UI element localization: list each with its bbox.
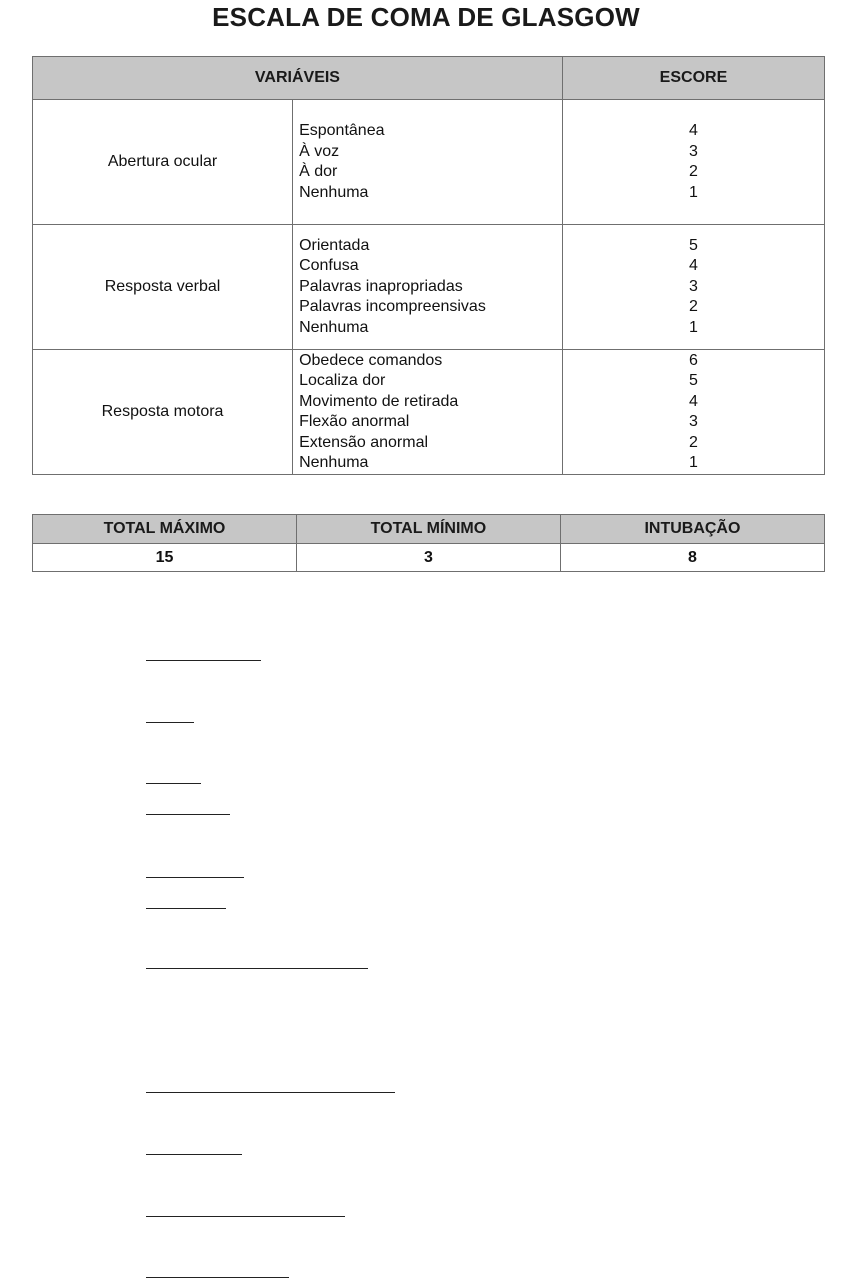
item-text: Nenhuma — [299, 183, 369, 201]
table-header-row — [33, 57, 825, 100]
item-score: 1 — [689, 183, 698, 201]
section-label: Abertura ocular — [33, 100, 293, 225]
blank-line — [146, 722, 194, 723]
item-text: Obedece comandos — [299, 351, 443, 369]
item-text: Flexão anormal — [299, 413, 410, 430]
blank-line — [146, 968, 368, 969]
header-intubacao: INTUBAÇÃO — [560, 515, 824, 544]
item-score: 2 — [689, 298, 698, 316]
header-escore: ESCORE — [562, 57, 824, 100]
blank-line — [146, 877, 244, 878]
page-title: ESCALA DE COMA DE GLASGOW — [212, 2, 640, 32]
item-text: Nenhuma — [299, 454, 369, 471]
totals-table — [32, 514, 825, 572]
header-total-maximo: TOTAL MÁXIMO — [33, 515, 297, 544]
item-score: 3 — [689, 142, 698, 160]
header-total-minimo: TOTAL MÍNIMO — [296, 515, 560, 544]
item-score: 2 — [689, 433, 698, 451]
item-text: Confusa — [299, 257, 359, 275]
glasgow-table — [32, 56, 825, 475]
item-score: 3 — [689, 413, 698, 430]
value-intubacao: 8 — [560, 544, 824, 572]
value-total-minimo: 3 — [296, 544, 560, 572]
item-text: À dor — [299, 163, 338, 180]
section-scores — [562, 350, 824, 475]
section-scores — [562, 100, 824, 225]
section-scores — [562, 225, 824, 350]
item-text: Nenhuma — [299, 318, 369, 336]
blank-line — [146, 1154, 242, 1155]
item-score: 6 — [689, 351, 698, 369]
item-score: 4 — [689, 392, 698, 410]
item-text: Palavras inapropriadas — [299, 277, 463, 295]
item-score: 4 — [689, 257, 698, 275]
blank-line — [146, 783, 201, 784]
item-text: À voz — [299, 142, 340, 160]
item-text: Espontânea — [299, 122, 385, 139]
item-score: 3 — [689, 277, 698, 295]
item-score: 1 — [689, 318, 698, 336]
blank-line — [146, 814, 230, 815]
item-score: 5 — [689, 372, 698, 389]
item-text: Extensão anormal — [299, 433, 429, 451]
table-row — [33, 100, 825, 225]
blank-line — [146, 908, 226, 909]
item-text: Palavras incompreensivas — [299, 298, 486, 316]
section-label: Resposta verbal — [33, 225, 293, 350]
value-total-maximo: 15 — [33, 544, 297, 572]
table-row — [33, 225, 825, 350]
section-label: Resposta motora — [33, 350, 293, 475]
item-text: Orientada — [299, 236, 370, 254]
item-score: 1 — [689, 454, 698, 471]
section-items — [293, 225, 563, 350]
item-text: Localiza dor — [299, 372, 386, 389]
blank-line — [146, 660, 261, 661]
blank-line — [146, 1092, 395, 1093]
header-variaveis: VARIÁVEIS — [33, 57, 563, 100]
item-score: 5 — [689, 236, 698, 254]
item-score: 4 — [689, 122, 698, 139]
table-row — [33, 350, 825, 475]
item-score: 2 — [689, 163, 698, 180]
section-items — [293, 350, 563, 475]
blank-line — [146, 1216, 345, 1217]
section-items — [293, 100, 563, 225]
totals-header-row — [33, 515, 825, 544]
totals-value-row — [33, 544, 825, 572]
item-text: Movimento de retirada — [299, 392, 459, 410]
